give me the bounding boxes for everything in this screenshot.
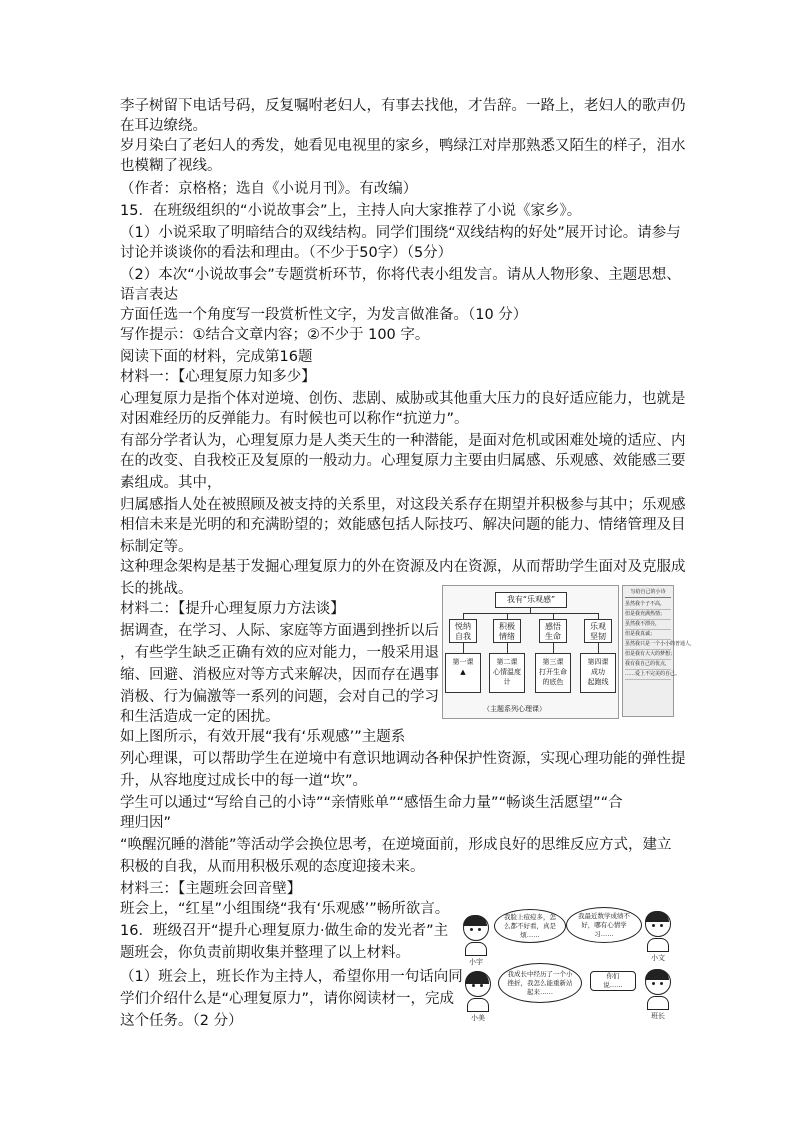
diagram-lesson: 第四课 成功 起跑线 [580,653,616,693]
diagram-branch: 积极 情绪 [493,619,521,643]
text-line: 学生可以通过“写给自己的小诗”“亲情账单”“感悟生命力量”“畅谈生活愿望”“合 [120,795,623,811]
text-line: 标制定等。 [120,539,193,555]
class-meeting-cartoon [462,905,674,1022]
speech-bubble: 我成长中经历了一个小挫折，我怎么能重新站起来…… [498,963,582,1003]
text-line: 缩、回避、消极应对等方式来解决，因而存在遇事 [120,667,439,683]
name-label: 小文 [651,954,665,962]
diagram-lesson: 第三课 打开生命 的底色 [535,653,571,693]
text-line: 阅读下面的材料，完成第16题 [120,349,313,365]
text-line: 据调查，在学习、人际、家庭等方面遇到挫折以后 [120,623,439,639]
text-line: 材料二：【提升心理复原力方法谈】 [120,601,345,617]
text-line: 讨论并谈谈你的看法和理由。（不少于50字）（5分） [120,245,453,261]
speech-bubble: 我脸上痘痘多，怎么都不好看，真是烦…… [494,909,566,943]
text-line: （2）本次“小说故事会”专题赏析环节，你将代表小组发言。请从人物形象、主题思想、 [120,267,681,283]
text-line: 在耳边缭绕。 [120,118,207,134]
poem-line: 虽然我只是一个小小的普通人， [625,640,671,650]
text-line: 理归因” [120,815,172,831]
text-line: 学们介绍什么是“心理复原力”，请你阅读材一，完成 [120,991,455,1007]
student-xiaomei [464,971,492,1023]
student-xiaowen [644,911,672,963]
diagram-caption: （主题系列心理课） [483,705,546,713]
text-line: 积极的自我，从而用积极乐观的态度迎接未来。 [120,859,425,875]
text-line: 写作提示：①结合文章内容；②不少于 100 字。 [120,327,430,343]
class-monitor [644,969,672,1021]
text-line: 有部分学者认为，心理复原力是人类天生的一种潜能，是面对危机或困难处境的适应、内 [120,433,686,449]
poem-line: 但是我有大大的梦想； [625,650,671,660]
text-line: 相信未来是光明的和充满盼望的；效能感包括人际技巧、解决问题的能力、情绪管理及目 [120,517,686,533]
text-line: 这种理念架构是基于发掘心理复原力的外在资源及内在资源，从而帮助学生面对及克服成 [120,559,686,575]
poem-line: 虽然我不漂亮， [625,620,671,630]
text-line: 班会上，“红星”小组围绕“我有‘乐观感’”畅所欲言。 [120,901,450,917]
text-line: 消极、行为偏激等一系列的问题，会对自己的学习 [120,689,439,705]
theme-course-figure [442,585,696,720]
diagram-branch: 悦纳 自我 [449,619,477,643]
speech-bubble: 你们说…… [590,971,636,991]
student-xiaoyu [462,915,490,967]
poem-line: 我有我自己的优点， [625,660,671,670]
text-line: 归属感指人处在被照顾及被支持的关系里，对这段关系存在期望并积极参与其中；乐观感 [120,497,686,513]
text-line: 岁月染白了老妇人的秀发，她看见电视里的家乡，鸭绿江对岸那熟悉又陌生的样子，泪水 [120,138,686,154]
speech-bubble: 我最近数学成绩不好，哪有心情学习…… [566,907,642,943]
text-line: 心理复原力是指个体对逆境、创伤、悲剧、威胁或其他重大压力的良好适应能力，也就是 [120,391,686,407]
poem-line: 虽然我个子不高， [625,600,671,610]
text-line: （1）小说采取了明暗结合的双线结构。同学们围绕“双线结构的好处”展开讨论。请参与 [120,225,681,241]
text-line: ，有些学生缺乏正确有效的应对能力，一般采用退 [120,645,439,661]
text-line: 15．在班级组织的“小说故事会”上，主持人向大家推荐了小说《家乡》。 [120,203,582,219]
text-line: （1）班会上，班长作为主持人，希望你用一句话向同 [120,969,463,985]
course-diagram [442,585,619,719]
diagram-title: 我有“乐观感” [495,592,567,608]
text-line: 语言表达 [120,287,178,303]
text-line: 16．班级召开“提升心理复原力·做生命的发光者”主 [120,923,449,939]
name-label: 小宇 [469,958,483,966]
poem-line: ……爱上不完美的自己。 [625,670,671,680]
text-line: （作者：京格格；选自《小说月刊》。有改编） [120,181,418,197]
text-line: 题班会，你负责前期收集并整理了以上材料。 [120,945,410,961]
poem-title: 写给自己的小诗 [625,588,671,598]
text-line: 材料三：【主题班会回音壁】 [120,881,302,897]
diagram-lesson: 第一课 ▲ [445,653,481,693]
text-line: 在的改变、自我校正及复原的一般动力。心理复原力主要由归属感、乐观感、效能感三要 [120,453,686,469]
text-line: 李子树留下电话号码，反复嘱咐老妇人，有事去找他，才告辞。一路上，老妇人的歌声仍 [120,98,686,114]
text-line: “唤醒沉睡的潜能”等活动学会换位思考，在逆境面前，形成良好的思维反应方式，建立 [120,837,672,853]
poem-line: 但是我真诚； [625,630,671,640]
text-line: 这个任务。（2 分） [120,1013,243,1029]
poem-card [622,585,696,717]
diagram-lesson: 第二课 心情温度计 [489,653,525,693]
text-line: 素组成。其中， [120,475,222,491]
name-label: 小美 [471,1014,485,1022]
text-line: 方面任选一个角度写一段赏析性文字，为发言做准备。（10 分） [120,307,528,323]
name-label: 班长 [651,1012,665,1020]
text-line: 也模糊了视线。 [120,158,222,174]
text-line: 长的挑战。 [120,581,193,597]
text-line: 升，从容地度过成长中的每一道“坎”。 [120,773,368,789]
diagram-branch: 感悟 生命 [539,619,567,643]
text-line: 如上图所示，有效开展“我有‘乐观感’”主题系 [120,729,406,745]
diagram-branch: 乐观 坚韧 [584,619,612,643]
poem-line: 但是我充满热情； [625,610,671,620]
text-line: 列心理课，可以帮助学生在逆境中有意识地调动各种保护性资源，实现心理功能的弹性提 [120,751,686,767]
text-line: 材料一：【心理复原力知多少】 [120,369,316,385]
text-line: 和生活造成一定的困扰。 [120,709,280,725]
text-line: 对困难经历的反弹能力。有时候也可以称作“抗逆力”。 [120,411,469,427]
